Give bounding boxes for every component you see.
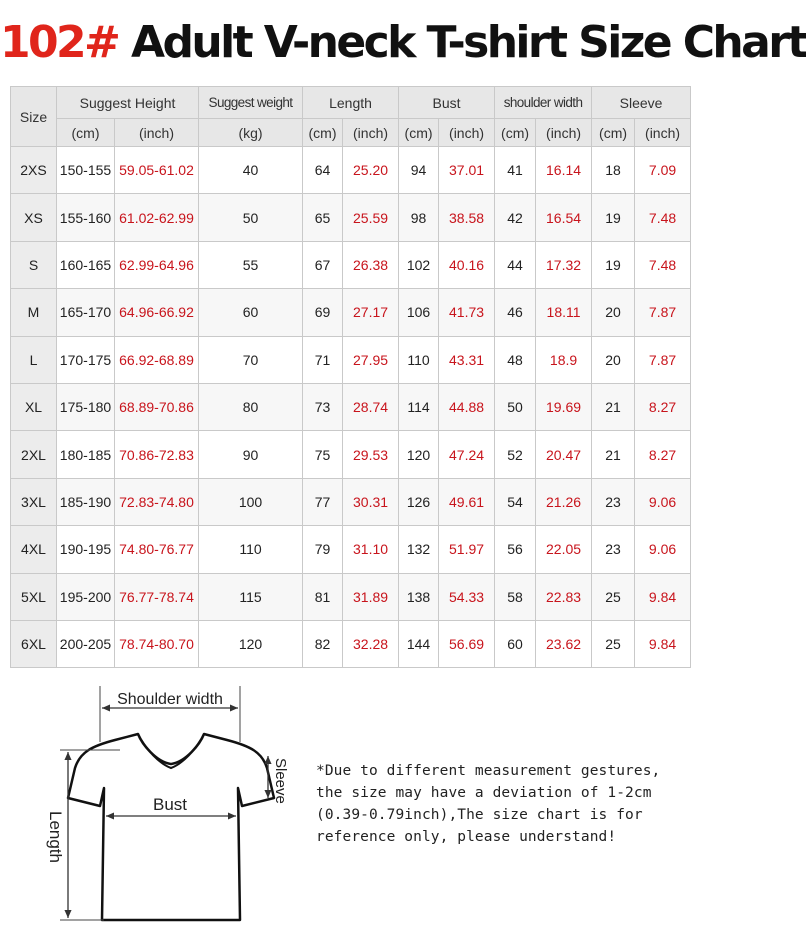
table-cell: 28.74: [343, 383, 399, 430]
table-cell: 41.73: [439, 289, 495, 336]
table-cell: 25.20: [343, 147, 399, 194]
table-cell: 42: [495, 194, 536, 241]
table-cell: 94: [399, 147, 439, 194]
table-cell: 30.31: [343, 478, 399, 525]
size-cell: M: [11, 289, 57, 336]
table-row: [11, 241, 691, 288]
size-cell: 6XL: [11, 620, 57, 667]
table-cell: 195-200: [57, 573, 115, 620]
table-cell: 7.48: [635, 241, 691, 288]
table-cell: 185-190: [57, 478, 115, 525]
table-cell: 100: [199, 478, 303, 525]
size-column-header: Size: [11, 87, 57, 147]
bust-group-header: Bust: [399, 87, 495, 119]
table-cell: 23: [592, 478, 635, 525]
unit-header: (inch): [343, 119, 399, 147]
table-cell: 75: [303, 431, 343, 478]
table-cell: 31.10: [343, 526, 399, 573]
table-cell: 77: [303, 478, 343, 525]
table-cell: 54: [495, 478, 536, 525]
table-cell: 41: [495, 147, 536, 194]
table-cell: 175-180: [57, 383, 115, 430]
table-cell: 64.96-66.92: [115, 289, 199, 336]
table-cell: 20: [592, 289, 635, 336]
length-group-header: Length: [303, 87, 399, 119]
table-cell: 110: [199, 526, 303, 573]
table-cell: 170-175: [57, 336, 115, 383]
table-cell: 71: [303, 336, 343, 383]
sleeve-group-header: Sleeve: [592, 87, 691, 119]
table-cell: 58: [495, 573, 536, 620]
table-cell: 56: [495, 526, 536, 573]
table-cell: 22.83: [536, 573, 592, 620]
tshirt-diagram: [20, 672, 310, 932]
table-cell: 7.09: [635, 147, 691, 194]
table-cell: 38.58: [439, 194, 495, 241]
table-cell: 165-170: [57, 289, 115, 336]
unit-header: (inch): [115, 119, 199, 147]
size-cell: 4XL: [11, 526, 57, 573]
table-cell: 20: [592, 336, 635, 383]
table-cell: 50: [495, 383, 536, 430]
table-cell: 65: [303, 194, 343, 241]
table-cell: 9.06: [635, 478, 691, 525]
table-cell: 8.27: [635, 383, 691, 430]
table-cell: 150-155: [57, 147, 115, 194]
table-cell: 18.9: [536, 336, 592, 383]
table-cell: 74.80-76.77: [115, 526, 199, 573]
tshirt-outline-icon: [68, 734, 274, 920]
bust-label: Bust: [152, 795, 188, 814]
size-chart-table: [10, 86, 691, 668]
table-cell: 22.05: [536, 526, 592, 573]
page-title: [0, 10, 806, 76]
table-cell: 19: [592, 194, 635, 241]
table-cell: 67: [303, 241, 343, 288]
table-cell: 21: [592, 383, 635, 430]
table-row: [11, 147, 691, 194]
table-cell: 56.69: [439, 620, 495, 667]
table-cell: 115: [199, 573, 303, 620]
unit-header: (kg): [199, 119, 303, 147]
table-cell: 61.02-62.99: [115, 194, 199, 241]
table-cell: 102: [399, 241, 439, 288]
table-cell: 16.14: [536, 147, 592, 194]
table-cell: 200-205: [57, 620, 115, 667]
table-cell: 26.38: [343, 241, 399, 288]
table-cell: 132: [399, 526, 439, 573]
size-table-body: [11, 147, 691, 668]
table-row: [11, 336, 691, 383]
table-cell: 68.89-70.86: [115, 383, 199, 430]
size-cell: 5XL: [11, 573, 57, 620]
table-cell: 9.06: [635, 526, 691, 573]
sleeve-label: Sleeve: [272, 758, 289, 804]
table-cell: 32.28: [343, 620, 399, 667]
table-cell: 120: [399, 431, 439, 478]
size-cell: XL: [11, 383, 57, 430]
table-cell: 138: [399, 573, 439, 620]
table-row: [11, 194, 691, 241]
unit-header: (cm): [303, 119, 343, 147]
unit-header: (cm): [592, 119, 635, 147]
table-cell: 82: [303, 620, 343, 667]
size-cell: 2XL: [11, 431, 57, 478]
table-cell: 7.48: [635, 194, 691, 241]
table-row: [11, 431, 691, 478]
table-cell: 72.83-74.80: [115, 478, 199, 525]
table-cell: 44: [495, 241, 536, 288]
table-cell: 21: [592, 431, 635, 478]
table-row: [11, 383, 691, 430]
table-cell: 48: [495, 336, 536, 383]
table-cell: 81: [303, 573, 343, 620]
table-cell: 8.27: [635, 431, 691, 478]
table-cell: 51.97: [439, 526, 495, 573]
table-cell: 64: [303, 147, 343, 194]
table-cell: 66.92-68.89: [115, 336, 199, 383]
title-text: Adult V-neck T-shirt Size Chart: [118, 17, 806, 68]
table-cell: 18.11: [536, 289, 592, 336]
unit-header: (inch): [536, 119, 592, 147]
table-cell: 90: [199, 431, 303, 478]
table-cell: 106: [399, 289, 439, 336]
size-cell: XS: [11, 194, 57, 241]
table-cell: 23: [592, 526, 635, 573]
shoulder-group-header: shoulder width: [495, 87, 592, 119]
table-cell: 60: [495, 620, 536, 667]
table-cell: 54.33: [439, 573, 495, 620]
table-cell: 17.32: [536, 241, 592, 288]
table-cell: 55: [199, 241, 303, 288]
table-cell: 190-195: [57, 526, 115, 573]
title-number: 102#: [0, 17, 119, 68]
table-cell: 180-185: [57, 431, 115, 478]
table-cell: 7.87: [635, 289, 691, 336]
table-cell: 69: [303, 289, 343, 336]
table-row: [11, 478, 691, 525]
table-cell: 144: [399, 620, 439, 667]
table-cell: 59.05-61.02: [115, 147, 199, 194]
table-cell: 27.17: [343, 289, 399, 336]
unit-header: (cm): [399, 119, 439, 147]
table-cell: 37.01: [439, 147, 495, 194]
unit-header: (inch): [635, 119, 691, 147]
table-cell: 78.74-80.70: [115, 620, 199, 667]
table-cell: 79: [303, 526, 343, 573]
weight-group-header: Suggest weight: [199, 87, 303, 119]
table-cell: 19: [592, 241, 635, 288]
table-cell: 9.84: [635, 620, 691, 667]
table-cell: 43.31: [439, 336, 495, 383]
table-cell: 98: [399, 194, 439, 241]
table-cell: 50: [199, 194, 303, 241]
table-cell: 73: [303, 383, 343, 430]
table-cell: 27.95: [343, 336, 399, 383]
shoulder-width-label: Shoulder width: [117, 691, 223, 708]
table-cell: 114: [399, 383, 439, 430]
table-cell: 25: [592, 620, 635, 667]
table-cell: 25: [592, 573, 635, 620]
size-cell: L: [11, 336, 57, 383]
table-cell: 70.86-72.83: [115, 431, 199, 478]
table-cell: 76.77-78.74: [115, 573, 199, 620]
table-cell: 25.59: [343, 194, 399, 241]
table-cell: 52: [495, 431, 536, 478]
table-cell: 62.99-64.96: [115, 241, 199, 288]
table-cell: 80: [199, 383, 303, 430]
table-row: [11, 526, 691, 573]
size-cell: S: [11, 241, 57, 288]
unit-header: (cm): [495, 119, 536, 147]
table-cell: 7.87: [635, 336, 691, 383]
size-cell: 2XS: [11, 147, 57, 194]
table-cell: 47.24: [439, 431, 495, 478]
table-cell: 155-160: [57, 194, 115, 241]
table-cell: 16.54: [536, 194, 592, 241]
table-cell: 19.69: [536, 383, 592, 430]
table-cell: 23.62: [536, 620, 592, 667]
table-cell: 20.47: [536, 431, 592, 478]
table-cell: 9.84: [635, 573, 691, 620]
table-cell: 70: [199, 336, 303, 383]
length-label: Length: [46, 811, 65, 863]
table-cell: 29.53: [343, 431, 399, 478]
table-cell: 44.88: [439, 383, 495, 430]
table-row: [11, 620, 691, 667]
unit-header: (inch): [439, 119, 495, 147]
table-cell: 49.61: [439, 478, 495, 525]
table-cell: 160-165: [57, 241, 115, 288]
table-cell: 126: [399, 478, 439, 525]
table-cell: 31.89: [343, 573, 399, 620]
size-cell: 3XL: [11, 478, 57, 525]
height-group-header: Suggest Height: [57, 87, 199, 119]
table-cell: 60: [199, 289, 303, 336]
table-cell: 46: [495, 289, 536, 336]
table-cell: 40.16: [439, 241, 495, 288]
unit-header: (cm): [57, 119, 115, 147]
table-cell: 40: [199, 147, 303, 194]
table-cell: 120: [199, 620, 303, 667]
measurement-note: *Due to different measurement gestures, the size may have a deviation of 1-2cm (0.39-0.79inch),The size chart is for reference only, please understand!: [316, 763, 661, 845]
table-cell: 18: [592, 147, 635, 194]
table-cell: 21.26: [536, 478, 592, 525]
table-row: [11, 289, 691, 336]
table-cell: 110: [399, 336, 439, 383]
table-row: [11, 573, 691, 620]
